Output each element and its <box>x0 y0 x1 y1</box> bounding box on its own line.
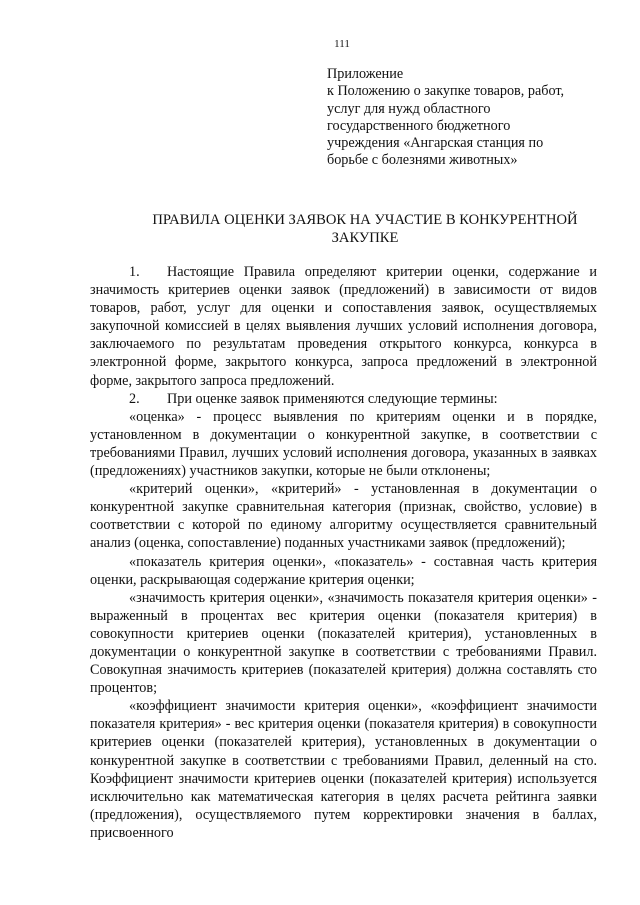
term-definition: «оценка» - процесс выявления по критериям оценки и в порядке, установленном в документации о конкурентной закупке, в соответствии с требованиями Правил, лучших условий исполнения договора, указанных в заявках (предложениях) участников закупки, которые не были отклонены; <box>90 408 597 480</box>
appendix-line: борьбе с болезнями животных» <box>327 152 518 169</box>
title-line: ПРАВИЛА ОЦЕНКИ ЗАЯВОК НА УЧАСТИЕ В КОНКУРЕНТНОЙ <box>152 212 578 228</box>
paragraph-number: 2. <box>129 390 140 407</box>
appendix-line: услуг для нужд областного <box>327 100 491 117</box>
document-title <box>115 211 615 247</box>
paragraph-number: 1. <box>129 264 140 280</box>
term-definition: «критерий оценки», «критерий» - установленная в документации о конкурентной закупке сравнительная категория (признак, свойство, условие) в соответствии с которой по единому алгоритму осуществляется сравнительный анализ (оценка, сопоставление) поданных участниками заявок (предложений); <box>90 481 597 552</box>
page-number: 111 <box>334 38 350 50</box>
title-line: ЗАКУПКЕ <box>331 230 399 246</box>
appendix-line: Приложение <box>327 66 404 82</box>
paragraph-text: При оценке заявок применяются следующие термины: <box>167 390 498 407</box>
paragraph-2 <box>90 390 597 408</box>
term-definition: «показатель критерия оценки», «показатель» - составная часть критерия оценки, раскрывающая содержание критерия оценки; <box>90 553 597 588</box>
appendix-header <box>327 66 597 170</box>
term-definition: «коэффициент значимости критерия оценки», «коэффициент значимости показателя критерия» - вес критерия оценки (показателя критерия) в совокупности критериев оценки (показателей критерия), установленных в документации о конкурентной закупке в соответствии с требованиями Правил, деленный на сто. Коэффициент значимости критериев оценки (показателей критерия) используется исключительно как математическая категория в целях расчета рейтинга заявки (предложения), осуществляемого путем корректировки значения в баллах, присвоенного <box>90 698 597 841</box>
paragraph-text: Настоящие Правила определяют критерии оценки, содержание и значимость критериев оценки заявок (предложений) в зависимости от видов товаров, работ, услуг для оценки и сопоставления заявок, осуществляемых закупочной комиссией в целях выявления лучших условий исполнения договора, заключаемого по результатам проведения открытого конкурса, конкурса в электронной форме, закрытого конкурса, запроса предложений в электронной форме, закрытого запроса предложений. <box>90 264 597 389</box>
appendix-line: учреждения «Ангарская станция по <box>327 135 544 152</box>
term-definition: «значимость критерия оценки», «значимость показателя критерия оценки» - выраженный в процентах вес критерия оценки (показателя критерия) в совокупности критериев оценки (показателей критерия), установленных в документации о конкурентной закупке в соответствии с требованиями Правил. Совокупная значимость критериев (показателей критерия) должна составлять сто процентов; <box>90 589 597 697</box>
appendix-line: государственного бюджетного <box>327 117 511 134</box>
document-body <box>90 263 597 842</box>
appendix-line: к Положению о закупке товаров, работ, <box>327 83 565 100</box>
paragraph-1 <box>90 263 597 390</box>
